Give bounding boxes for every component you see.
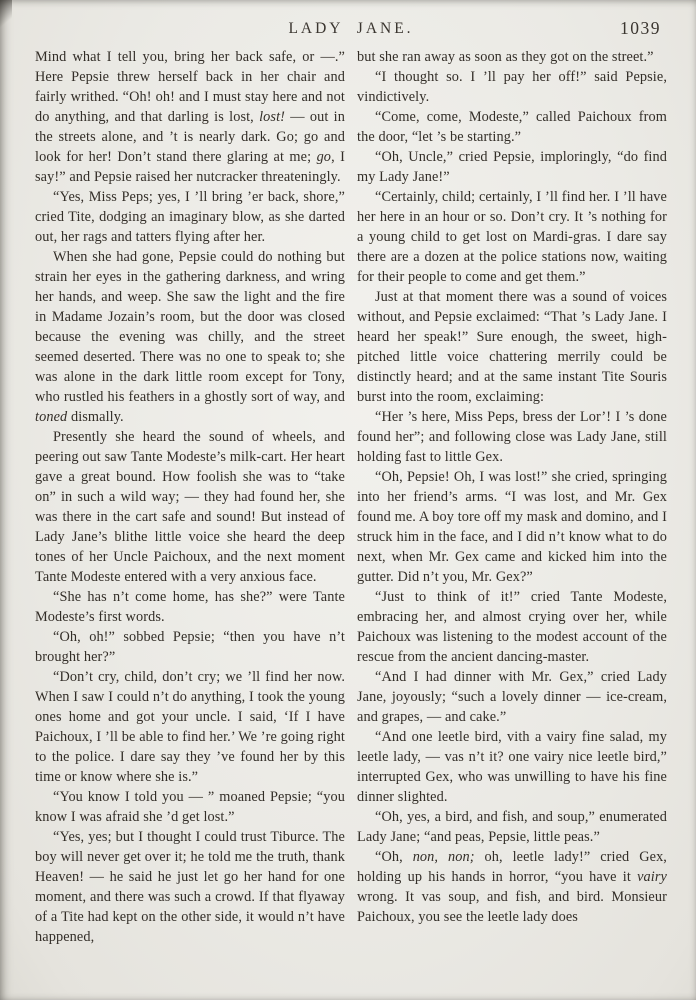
paragraph: “Yes, Miss Peps; yes, I ’ll bring ’er back, shore,” cried Tite, dodging an imaginary blow, as she darted out, her rags and tatters flying after her. <box>35 189 345 245</box>
paragraph: “Oh, yes, a bird, and fish, and soup,” enumerated Lady Jane; “and peas, Pepsie, little peas.” <box>357 809 667 845</box>
paragraph: “Just to think of it!” cried Tante Modeste, embracing her, and almost crying over her, while Paichoux was listening to the modest account of the rescue from the ancient dancing-master. <box>357 589 667 665</box>
column-left <box>35 47 345 980</box>
paragraph: “Come, come, Modeste,” called Paichoux from the door, “let ’s be starting.” <box>357 109 667 145</box>
paragraph: “I thought so. I ’ll pay her off!” said Pepsie, vindictively. <box>357 69 667 105</box>
paragraph: Presently she heard the sound of wheels, and peering out saw Tante Modeste’s milk-cart. Her heart gave a great bound. How foolish she was to “take on” in such a wild way; — they had found her, she was there in the cart safe and sound! But instead of Lady Jane’s blithe little voice she heard the deep tones of her Uncle Paichoux, and the next moment Tante Modeste entered with a very anxious face. <box>35 429 345 585</box>
paragraph: “Certainly, child; certainly, I ’ll find her. I ’ll have her here in an hour or so. Don’t cry. It ’s nothing for a young child to get lost on Mardi-gras. I dare say there are a dozen at the police stations now, waiting for their people to come and get them.” <box>357 189 667 285</box>
paragraph: When she had gone, Pepsie could do nothing but strain her eyes in the gathering darkness, and wring her hands, and weep. She saw the light and the fire in Madame Jozain’s room, but the door was closed because the evening was chilly, and the street seemed deserted. There was no one to speak to; she was alone in the dark little room except for Tony, who rustled his feathers in a ghostly sort of way, and toned dismally. <box>35 249 345 425</box>
paragraph: Just at that moment there was a sound of voices without, and Pepsie exclaimed: “That ’s Lady Jane. I heard her speak!” Sure enough, the sweet, high-pitched little voice chattering merrily could be distinctly heard; and at the same instant Tite Souris burst into the room, exclaiming: <box>357 289 667 405</box>
text-block <box>35 47 667 980</box>
paragraph: “Don’t cry, child, don’t cry; we ’ll find her now. When I saw I could n’t do anything, I took the young ones home and got your uncle. I said, ‘If I have Paichoux, I ’ll be able to find her.’ We ’re going right to the police. I dare say they ’ve found her by this time or know where she is.” <box>35 669 345 785</box>
paragraph: “Her ’s here, Miss Peps, bress der Lor’! I ’s done found her”; and following close was Lady Jane, still holding fast to little Gex. <box>357 409 667 465</box>
page-number: 1039 <box>620 18 661 38</box>
paragraph: “Oh, oh!” sobbed Pepsie; “then you have n’t brought her?” <box>35 629 345 665</box>
paragraph: “Oh, Uncle,” cried Pepsie, imploringly, “do find my Lady Jane!” <box>357 149 667 185</box>
paragraph: “She has n’t come home, has she?” were Tante Modeste’s first words. <box>35 589 345 625</box>
page-title: LADY JANE. <box>288 20 414 37</box>
paragraph: “Oh, non, non; oh, leetle lady!” cried Gex, holding up his hands in horror, “you have it vairy wrong. It vas soup, and fish, and bird. Monsieur Paichoux, you see the leetle lady does <box>357 849 667 925</box>
scan-corner-artifact <box>0 0 12 30</box>
paragraph: “And one leetle bird, vith a vairy fine salad, my leetle lady, — vas n’t it? one vairy nice leetle bird,” interrupted Gex, who was unwilling to have his fine dinner slighted. <box>357 729 667 805</box>
paragraph: “Yes, yes; but I thought I could trust Tiburce. The boy will never get over it; he told me the truth, thank Heaven! — he said he just let go her hand for one moment, and there was such a crowd. If that flyaway of a Tite had kept on the other side, it would n’t have happened, <box>35 829 345 945</box>
paragraph: but she ran away as soon as they got on the street.” <box>357 49 654 65</box>
paragraph: “Oh, Pepsie! Oh, I was lost!” she cried, springing into her friend’s arms. “I was lost, and Mr. Gex found me. A boy tore off my mask and domino, and I struck him in the face, and I did n’t know what to do next, when Mr. Gex came and kicked him into the gutter. Did n’t you, Mr. Gex?” <box>357 469 667 585</box>
page-header <box>35 20 667 44</box>
paragraph: “You know I told you — ” moaned Pepsie; “you know I was afraid she ’d get lost.” <box>35 789 345 825</box>
paragraph: Mind what I tell you, bring her back safe, or —.” Here Pepsie threw herself back in her chair and fairly writhed. “Oh! oh! and I must stay here and not do anything, and that darling is lost, lost! — out in the streets alone, and ’t is nearly dark. Go; go and look for her! Don’t stand there glaring at me; go, I say!” and Pepsie raised her nutcracker threateningly. <box>35 49 346 185</box>
paragraph: “And I had dinner with Mr. Gex,” cried Lady Jane, joyously; “such a lovely dinner — ice-cream, and grapes, — and cake.” <box>357 669 667 725</box>
column-right <box>357 47 667 980</box>
